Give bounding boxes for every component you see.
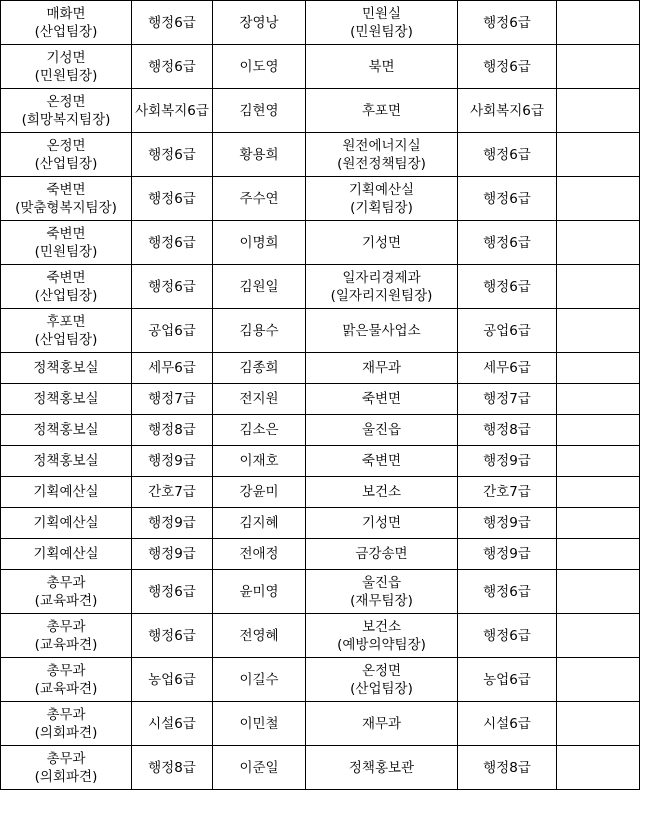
new-dept-cell-line: (원전정책팀장)	[337, 155, 426, 172]
prev-dept-cell	[1, 384, 132, 415]
note-cell	[557, 477, 640, 508]
prev-dept-cell-line: 죽변면	[46, 181, 86, 198]
new-grade-cell: 행정9급	[458, 508, 557, 539]
new-dept-cell	[306, 446, 458, 477]
prev-dept-cell-line: 정책홍보실	[33, 360, 99, 376]
note-cell	[557, 384, 640, 415]
prev-dept-cell	[1, 658, 132, 702]
note-cell	[557, 570, 640, 614]
table-row	[1, 221, 640, 265]
prev-grade-cell: 행정6급	[132, 133, 213, 177]
prev-dept-cell	[1, 177, 132, 221]
new-grade-cell: 행정6급	[458, 177, 557, 221]
table-row	[1, 265, 640, 309]
new-dept-cell	[306, 570, 458, 614]
new-dept-cell-line: 일자리경제과	[342, 269, 421, 286]
prev-dept-cell	[1, 45, 132, 89]
name-cell: 김소은	[213, 415, 306, 446]
new-dept-cell-line: 기성면	[361, 234, 402, 251]
prev-dept-cell-line: 정책홍보실	[33, 422, 99, 438]
prev-grade-cell: 행정9급	[132, 446, 213, 477]
prev-dept-cell-line: (민원팀장)	[34, 243, 98, 260]
prev-dept-cell-line: 정책홍보실	[33, 391, 99, 407]
new-dept-cell-line: 울진읍	[361, 574, 402, 591]
name-cell: 전애정	[213, 539, 306, 570]
prev-dept-cell-line: 정책홍보실	[33, 453, 99, 469]
prev-dept-cell-line: (희망복지팀장)	[21, 111, 111, 128]
new-dept-cell-line: 재무과	[361, 715, 402, 732]
new-dept-cell-line: 정책홍보관	[348, 759, 415, 776]
note-cell	[557, 702, 640, 746]
prev-dept-cell	[1, 477, 132, 508]
prev-dept-cell-line: 총무과	[46, 750, 86, 767]
prev-grade-cell: 간호7급	[132, 477, 213, 508]
prev-dept-cell	[1, 415, 132, 446]
name-cell: 이재호	[213, 446, 306, 477]
table-row	[1, 570, 640, 614]
prev-dept-cell-line: 총무과	[46, 618, 86, 635]
new-dept-cell-line: 보건소	[361, 618, 402, 635]
note-cell	[557, 133, 640, 177]
name-cell: 이준일	[213, 746, 306, 790]
note-cell	[557, 746, 640, 790]
new-grade-cell: 행정9급	[458, 539, 557, 570]
prev-grade-cell: 농업6급	[132, 658, 213, 702]
new-dept-cell	[306, 309, 458, 353]
new-grade-cell: 사회복지6급	[458, 89, 557, 133]
table-row	[1, 415, 640, 446]
prev-grade-cell: 행정6급	[132, 45, 213, 89]
prev-dept-cell-line: (교육파견)	[34, 680, 98, 697]
note-cell	[557, 539, 640, 570]
name-cell: 김원일	[213, 265, 306, 309]
prev-grade-cell: 행정6급	[132, 177, 213, 221]
table-row	[1, 89, 640, 133]
prev-grade-cell: 행정9급	[132, 539, 213, 570]
prev-dept-cell-line: 죽변면	[46, 269, 86, 286]
new-grade-cell: 행정8급	[458, 415, 557, 446]
note-cell	[557, 446, 640, 477]
name-cell: 강윤미	[213, 477, 306, 508]
prev-dept-cell-line: 죽변면	[46, 225, 86, 242]
new-dept-cell-line: 죽변면	[361, 391, 402, 407]
note-cell	[557, 89, 640, 133]
table-row	[1, 477, 640, 508]
new-dept-cell	[306, 415, 458, 446]
prev-dept-cell	[1, 702, 132, 746]
new-dept-cell	[306, 89, 458, 133]
table-row	[1, 1, 640, 45]
new-grade-cell: 행정6급	[458, 570, 557, 614]
prev-dept-cell-line: 매화면	[46, 5, 86, 22]
prev-dept-cell	[1, 570, 132, 614]
new-grade-cell: 행정6급	[458, 1, 557, 45]
new-dept-cell-line: 후포면	[361, 102, 402, 119]
new-grade-cell: 행정7급	[458, 384, 557, 415]
name-cell: 김용수	[213, 309, 306, 353]
name-cell: 윤미영	[213, 570, 306, 614]
prev-dept-cell	[1, 309, 132, 353]
note-cell	[557, 415, 640, 446]
name-cell: 황용희	[213, 133, 306, 177]
new-grade-cell: 공업6급	[458, 309, 557, 353]
prev-dept-cell-line: (교육파견)	[34, 592, 98, 609]
prev-dept-cell-line: (산업팀장)	[34, 155, 98, 172]
prev-dept-cell	[1, 221, 132, 265]
table-row	[1, 177, 640, 221]
prev-grade-cell: 공업6급	[132, 309, 213, 353]
prev-dept-cell-line: 후포면	[46, 313, 86, 330]
new-dept-cell	[306, 1, 458, 45]
prev-dept-cell	[1, 508, 132, 539]
prev-dept-cell	[1, 265, 132, 309]
new-dept-cell	[306, 477, 458, 508]
prev-grade-cell: 행정7급	[132, 384, 213, 415]
note-cell	[557, 309, 640, 353]
prev-grade-cell: 행정6급	[132, 1, 213, 45]
table-row	[1, 746, 640, 790]
prev-grade-cell: 세무6급	[132, 353, 213, 384]
new-grade-cell: 행정8급	[458, 746, 557, 790]
table-row	[1, 702, 640, 746]
personnel-table-body	[1, 1, 640, 790]
new-dept-cell-line: 원전에너지실	[342, 137, 421, 154]
table-row	[1, 614, 640, 658]
new-grade-cell: 행정9급	[458, 446, 557, 477]
prev-dept-cell	[1, 746, 132, 790]
new-grade-cell: 행정6급	[458, 614, 557, 658]
new-grade-cell: 시설6급	[458, 702, 557, 746]
new-dept-cell-line: 죽변면	[361, 453, 402, 469]
prev-dept-cell-line: 총무과	[46, 574, 86, 591]
new-grade-cell: 행정6급	[458, 221, 557, 265]
new-grade-cell: 농업6급	[458, 658, 557, 702]
new-dept-cell-line: 북면	[368, 58, 395, 75]
prev-dept-cell-line: 온정면	[46, 137, 86, 154]
new-grade-cell: 행정6급	[458, 45, 557, 89]
prev-dept-cell-line: (맞춤형복지팀장)	[15, 199, 117, 216]
note-cell	[557, 265, 640, 309]
new-dept-cell	[306, 384, 458, 415]
new-dept-cell	[306, 45, 458, 89]
prev-dept-cell	[1, 353, 132, 384]
new-grade-cell: 행정6급	[458, 265, 557, 309]
note-cell	[557, 353, 640, 384]
table-row	[1, 446, 640, 477]
new-dept-cell-line: (기획팀장)	[350, 199, 413, 216]
prev-dept-cell-line: 기획예산실	[33, 546, 99, 562]
new-grade-cell: 행정6급	[458, 133, 557, 177]
note-cell	[557, 614, 640, 658]
prev-dept-cell-line: 기성면	[46, 49, 86, 66]
name-cell: 김지혜	[213, 508, 306, 539]
new-dept-cell	[306, 539, 458, 570]
note-cell	[557, 221, 640, 265]
name-cell: 주수연	[213, 177, 306, 221]
prev-dept-cell	[1, 446, 132, 477]
table-row	[1, 353, 640, 384]
prev-dept-cell-line: (의회파견)	[34, 724, 98, 741]
prev-grade-cell: 시설6급	[132, 702, 213, 746]
name-cell: 이도영	[213, 45, 306, 89]
prev-dept-cell-line: 총무과	[46, 662, 86, 679]
name-cell: 이길수	[213, 658, 306, 702]
new-dept-cell-line: 기성면	[361, 515, 402, 531]
new-dept-cell	[306, 508, 458, 539]
new-dept-cell-line: 보건소	[361, 484, 402, 500]
new-dept-cell-line: (민원팀장)	[350, 23, 413, 40]
note-cell	[557, 177, 640, 221]
prev-grade-cell: 행정6급	[132, 221, 213, 265]
new-grade-cell: 간호7급	[458, 477, 557, 508]
note-cell	[557, 508, 640, 539]
table-row	[1, 309, 640, 353]
name-cell: 김현영	[213, 89, 306, 133]
new-dept-cell	[306, 702, 458, 746]
new-dept-cell	[306, 265, 458, 309]
new-dept-cell-line: 기획예산실	[348, 181, 415, 198]
table-row	[1, 384, 640, 415]
name-cell: 장영낭	[213, 1, 306, 45]
prev-dept-cell	[1, 1, 132, 45]
prev-grade-cell: 행정6급	[132, 614, 213, 658]
table-row	[1, 658, 640, 702]
note-cell	[557, 45, 640, 89]
prev-dept-cell-line: (교육파견)	[34, 636, 98, 653]
prev-dept-cell-line: (산업팀장)	[34, 23, 98, 40]
prev-dept-cell	[1, 614, 132, 658]
name-cell: 전영혜	[213, 614, 306, 658]
new-dept-cell-line: (일자리지원팀장)	[330, 287, 433, 304]
new-dept-cell-line: 울진읍	[361, 422, 402, 438]
note-cell	[557, 1, 640, 45]
table-row	[1, 133, 640, 177]
new-dept-cell-line: 민원실	[361, 5, 402, 22]
prev-grade-cell: 행정8급	[132, 415, 213, 446]
table-row	[1, 539, 640, 570]
new-dept-cell-line: 온정면	[361, 662, 402, 679]
prev-dept-cell-line: 기획예산실	[33, 484, 99, 500]
new-dept-cell-line: (예방의약팀장)	[337, 636, 426, 653]
new-dept-cell	[306, 221, 458, 265]
prev-grade-cell: 행정6급	[132, 265, 213, 309]
prev-dept-cell-line: (민원팀장)	[34, 67, 98, 84]
prev-dept-cell	[1, 539, 132, 570]
prev-dept-cell-line: (산업팀장)	[34, 331, 98, 348]
new-dept-cell-line: (산업팀장)	[350, 680, 413, 697]
prev-dept-cell	[1, 89, 132, 133]
new-dept-cell	[306, 658, 458, 702]
note-cell	[557, 658, 640, 702]
name-cell: 이명희	[213, 221, 306, 265]
new-dept-cell	[306, 746, 458, 790]
prev-grade-cell: 행정9급	[132, 508, 213, 539]
new-dept-cell-line: (재무팀장)	[350, 592, 413, 609]
prev-dept-cell-line: 기획예산실	[33, 515, 99, 531]
new-dept-cell	[306, 133, 458, 177]
name-cell: 이민철	[213, 702, 306, 746]
name-cell: 김종희	[213, 353, 306, 384]
new-dept-cell	[306, 177, 458, 221]
prev-dept-cell-line: (의회파견)	[34, 768, 98, 785]
new-dept-cell-line: 재무과	[361, 360, 402, 376]
table-row	[1, 45, 640, 89]
new-dept-cell	[306, 353, 458, 384]
prev-grade-cell: 사회복지6급	[132, 89, 213, 133]
prev-grade-cell: 행정6급	[132, 570, 213, 614]
prev-dept-cell	[1, 133, 132, 177]
new-grade-cell: 세무6급	[458, 353, 557, 384]
table-row	[1, 508, 640, 539]
new-dept-cell-line: 맑은물사업소	[342, 322, 421, 339]
name-cell: 전지원	[213, 384, 306, 415]
new-dept-cell	[306, 614, 458, 658]
prev-dept-cell-line: 온정면	[46, 93, 86, 110]
prev-dept-cell-line: (산업팀장)	[34, 287, 98, 304]
prev-grade-cell: 행정8급	[132, 746, 213, 790]
new-dept-cell-line: 금강송면	[355, 546, 408, 562]
prev-dept-cell-line: 총무과	[46, 706, 86, 723]
